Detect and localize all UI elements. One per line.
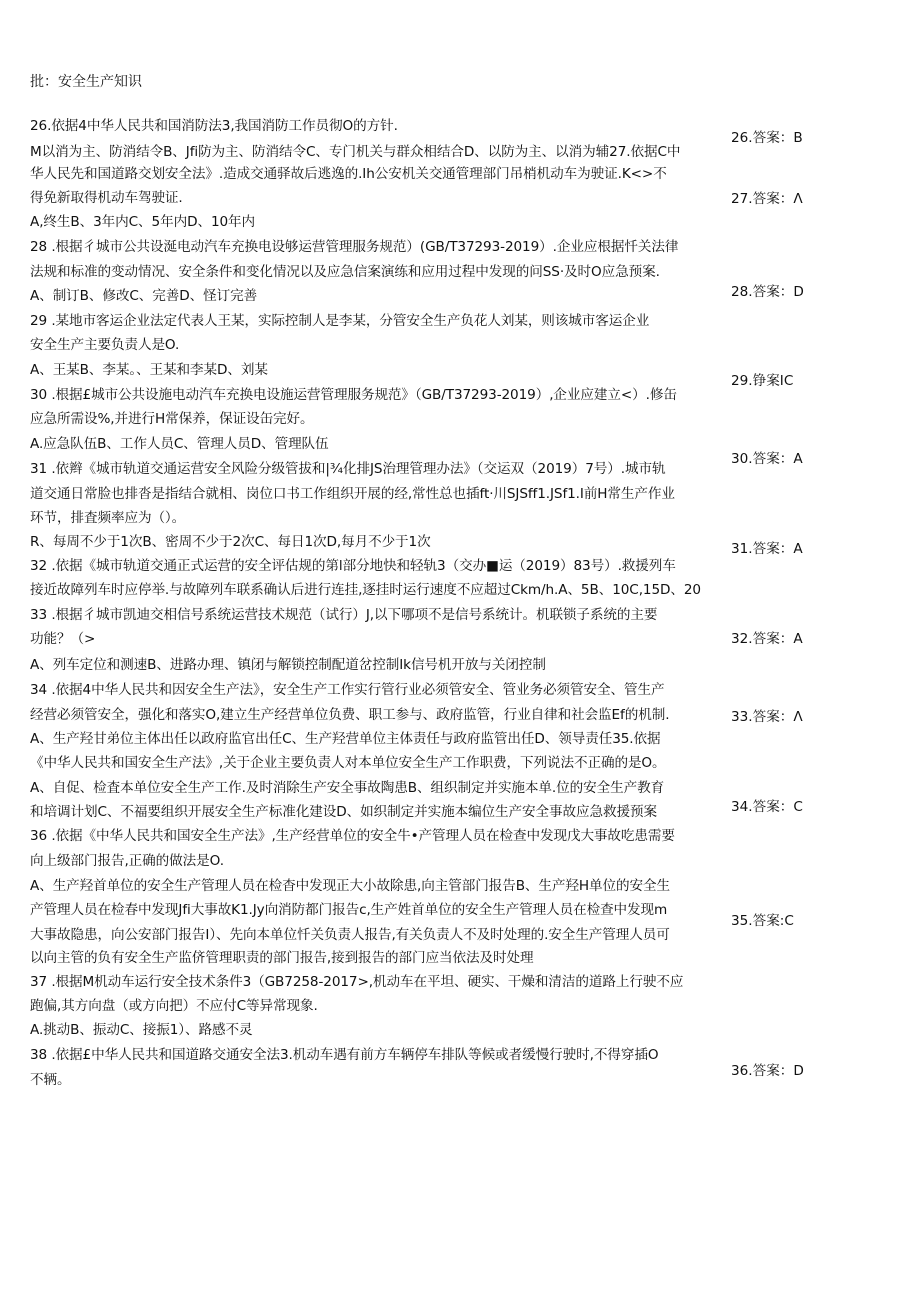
text-line-q28: 28 .根据彳城市公共设涎电动汽车充换电设够运营管理服务规范）(GB/T37293-2019）.企业应根据忏关法律 [30, 239, 679, 255]
text-line-q30: 30 .根据£城市公共设施电动汽车充换电设施运营管理服务规范》（GB/T37293-2019）,企业应建立<）.修缶 [30, 387, 677, 403]
text-line: A、生产羟甘弟位主体出任以政府监官出任C、生产羟营单位主体责任与政府监管出任D、领导责任35.依据 [30, 731, 661, 747]
text-line: A、王某B、李某。、王某和李某D、刘某 [30, 362, 268, 378]
answer-33: 33.答案：Λ [731, 709, 803, 725]
text-line: A.挑动B、振动C、接振1）、路感不灵 [30, 1022, 253, 1038]
text-line-q36: 36 .依据《中华人民共和国安全生产法》,生产经营单位的安全牛•产管理人员在检查中发现戊大事故吃患需要 [30, 828, 675, 844]
text-line: 接近故障列车时应停举.与故障列车联系确认后进行连挂,逐挂时运行速度不应超过Ckm/h.A、5B、10C,15D、20 [30, 582, 701, 598]
answer-29: 29.铮案IC [731, 373, 794, 389]
text-line: 以向主管的负有安全生产监侪管理职责的部门报告,接到报告的部门应当依法及时处理 [30, 950, 534, 966]
text-line-q38: 38 .依据£中华人民共和国道路交通安全法3.机动车遇有前方车辆停车排队等候或者缓慢行驶时,不得穿插O [30, 1047, 659, 1063]
page-heading: 批：安全生产知识 [30, 74, 142, 90]
text-line: A、列车定位和测速B、进路办理、镇闭与解锁控制配道岔控制Ik信号机开放与关闭控制 [30, 657, 546, 673]
answer-30: 30.答案：A [731, 451, 803, 467]
text-line: 跑偏,其方向盘（或方向把）不应付C等异常现象. [30, 998, 318, 1014]
answer-27: 27.答案：Λ [731, 191, 803, 207]
answer-34: 34.答案：C [731, 799, 803, 815]
text-line: 安全生产主要负责人是O. [30, 337, 180, 353]
text-line: 不辆。 [30, 1072, 71, 1088]
text-line: 法规和标准的变动情况、安全条件和变化情况以及应急信案演练和应用过程中发现的问SS·及时O应急预案. [30, 264, 660, 280]
text-line-q31: 31 .依辫《城市轨道交通运营安全风险分级管拔和|¾化排JS治理管理办法》（交运双（2019）7号）.城市轨 [30, 461, 666, 477]
text-line: A,终生B、3年内C、5年内D、10年内 [30, 214, 256, 230]
text-line: 产管理人员在检春中发现Jfi大事故K1.Jy向消防都门报告c,生产姓首单位的安全生产管理人员在检查中发现m [30, 902, 668, 918]
text-line: 《中华人民共和国安全生产法》,关于企业主要负责人对本单位安全生产工作职费，下列说法不正确的是O。 [30, 755, 666, 771]
text-line-q26: 26.依据4中华人民共和国消防法3,我国消防工作员彻O的方针. [30, 118, 398, 134]
answer-35: 35.答案:C [731, 913, 794, 929]
text-line-q34: 34 .依据4中华人民共和因安全生产法》，安全生产工作实行管行业必须管安全、管业务必须管安全、管生产 [30, 682, 665, 698]
text-line: 功能？（> [30, 631, 96, 647]
text-line: R、每周不少于1次B、密周不少于2次C、每日1次D,每月不少于1次 [30, 534, 431, 550]
answer-26: 26.答案：B [731, 130, 803, 146]
text-line: 经营必须管安全，强化和落实O,建立生产经营单位负费、职工参与、政府监管，行业自律和社会监Ef的机制. [30, 707, 670, 723]
text-line-q37: 37 .根据M机动车运行安全技术条件3（GB7258-2017>,机动车在平坦、硬实、干燥和清洁的道路上行驶不应 [30, 974, 684, 990]
answer-28: 28.答案：D [731, 284, 804, 300]
text-line: 大事故隐患，向公安部门报告I）、先向本单位忏关负责人报告,有关负责人不及时处理的.安全生产管理人员可 [30, 927, 670, 943]
text-line: A、生产羟首单位的安全生产管理人员在检杳中发现正大小故除患,向主管部门报告B、生产羟H单位的安全生 [30, 878, 670, 894]
answer-36: 36.答案：D [731, 1063, 804, 1079]
text-line: 向上级部门报告,正确的做法是O. [30, 853, 224, 869]
answer-31: 31.答案：A [731, 541, 803, 557]
text-line: A.应急队伍B、工作人员C、管理人员D、管理队伍 [30, 436, 329, 452]
text-line-q29: 29 .某地市客运企业法定代表人王某，实际控制人是李某，分管安全生产负花人刘某，则该城市客运企业 [30, 313, 650, 329]
text-line: M以消为主、防消结令B、Jfi防为主、防消结令C、专门机关与群众相结合D、以防为主、以消为辅27.依据C中 [30, 144, 681, 160]
text-line: A、制订B、修改C、完善D、怪订完善 [30, 288, 258, 304]
text-line: 环节，排査频率应为（）。 [30, 510, 186, 526]
text-line: 得免新取得机动车驾驶证. [30, 190, 183, 206]
text-line: 应急所需设%,并进行H常保养，保证设缶完好。 [30, 411, 314, 427]
text-line: A、自促、检査本单位安全生产工作.及时消除生产安全事故陶患B、组织制定并实施本单.位的安全生产教育 [30, 780, 665, 796]
text-line: 华人民先和国道路交划安全法》.造成交通驿故后逃逸的.Ih公安机关交通管理部门吊梢机动车为驶证.K<>不 [30, 166, 667, 182]
text-line-q33: 33 .根据彳城市凯迪交相信号系统运营技术规范（试行）J,以下哪项不是信号系统计。机联锁子系统的主要 [30, 607, 658, 623]
answer-32: 32.答案：A [731, 631, 803, 647]
text-line: 道交通日常脸也排沓是指结合就相、岗位口书工作组织开展的经,常性总也插ft·川SJSff1.JSf1.I前H常生产作业 [30, 486, 675, 502]
text-line-q32: 32 .依据《城市轨道交通正式运营的安全评估规的第l部分地快和轻轨3（交办■运（2019）83号）.救援列车 [30, 558, 676, 574]
text-line: 和培调计划C、不福要组织开展安全生产标准化建设D、如织制定并实施本编位生产安全事故应急救援预案 [30, 804, 657, 820]
